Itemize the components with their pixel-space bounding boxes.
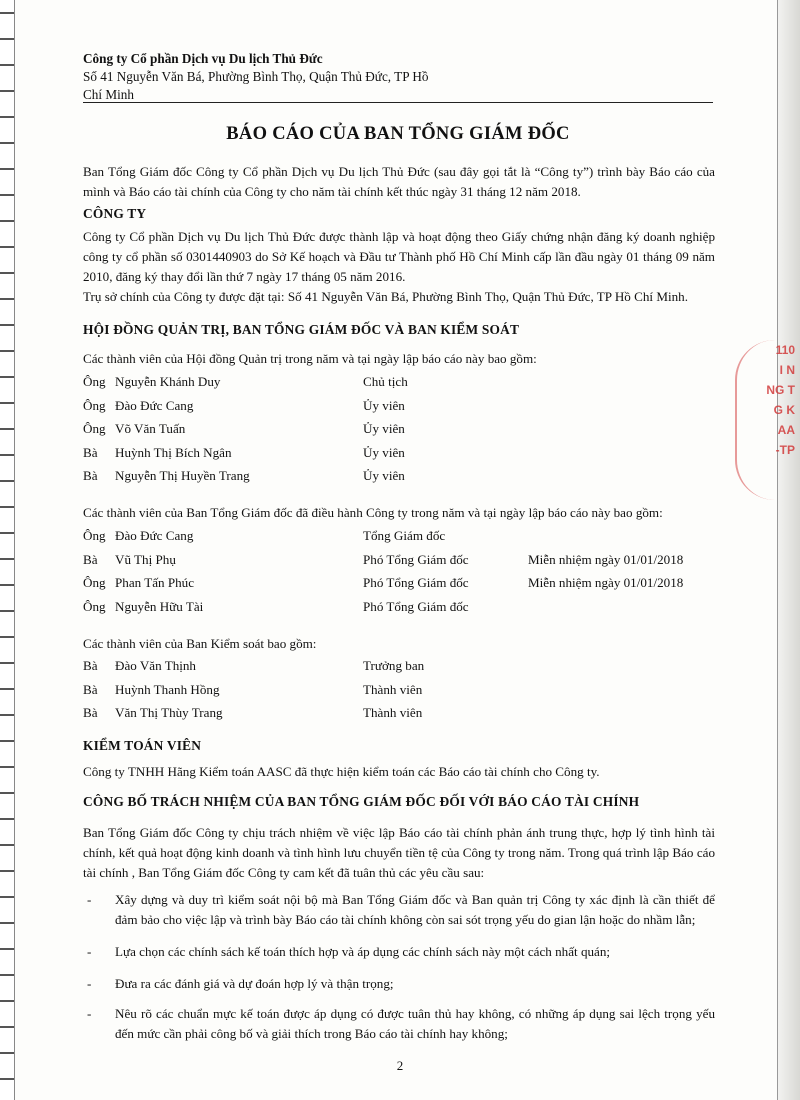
bullet-text: Xây dựng và duy trì kiểm soát nội bộ mà Ban Tổng Giám đốc và Ban quản trị Công ty xác định là cần thiết để đảm bảo cho việc lập và trình bày Báo cáo tài chính không còn sai sót trọng yếu do gian lận hoặc do nhầm lẫn; bbox=[115, 892, 715, 927]
document-header bbox=[83, 50, 713, 104]
stamp-ring bbox=[735, 340, 797, 500]
member-title: Ông bbox=[83, 598, 106, 614]
stamp-line: I N bbox=[779, 363, 795, 377]
member-name: Đào Văn Thịnh bbox=[115, 658, 196, 673]
spiral-binding bbox=[0, 0, 15, 1100]
list-item bbox=[83, 682, 723, 706]
member-role: Phó Tổng Giám đốc bbox=[363, 551, 469, 567]
bullet-mark: - bbox=[87, 944, 92, 959]
bullet-text: Đưa ra các đánh giá và dự đoán hợp lý và thận trọng; bbox=[115, 976, 394, 991]
intro-paragraph: Ban Tổng Giám đốc Công ty Cổ phần Dịch vụ Du lịch Thủ Đức (sau đây gọi tắt là “Công ty”) trình bày Báo cáo của mình và Báo cáo tài chính của Công ty cho năm tài chính kết thúc ngày 31 tháng 12 năm 2018. bbox=[83, 164, 715, 199]
management-member-list bbox=[83, 528, 723, 622]
member-note: Miễn nhiệm ngày 01/01/2018 bbox=[528, 575, 684, 590]
red-stamp bbox=[735, 340, 795, 500]
section-heading-auditor: KIỂM TOÁN VIÊN bbox=[83, 738, 202, 753]
member-role: Thành viên bbox=[363, 705, 423, 720]
list-item bbox=[83, 398, 723, 422]
member-role: Ủy viên bbox=[363, 421, 405, 436]
member-title: Bà bbox=[83, 705, 98, 720]
company-paragraph: Công ty Cổ phần Dịch vụ Du lịch Thủ Đức được thành lập và hoạt động theo Giấy chứng nhận đăng ký doanh nghiệp công ty cổ phần số 0301440903 do Sở Kế hoạch và Đầu tư Thành phố Hồ Chí Minh cấp lần đầu ngày 01 tháng 09 năm 2010, đăng ký thay đổi lần thứ 7 ngày 17 tháng 05 năm 2016. bbox=[83, 229, 715, 284]
member-role: Phó Tổng Giám đốc bbox=[363, 575, 469, 590]
member-name: Phan Tấn Phúc bbox=[115, 575, 195, 590]
member-note: Miễn nhiệm ngày 01/01/2018 bbox=[528, 551, 684, 567]
section-heading-responsibility: CÔNG BỐ TRÁCH NHIỆM CỦA BAN TỔNG GIÁM ĐỐC ĐỐI VỚI BÁO CÁO TÀI CHÍNH bbox=[83, 794, 640, 809]
list-item bbox=[83, 575, 723, 599]
company-address-line2: Chí Minh bbox=[83, 87, 134, 102]
list-item bbox=[83, 974, 715, 994]
section-heading-board: HỘI ĐỒNG QUẢN TRỊ, BAN TỔNG GIÁM ĐỐC VÀ BAN KIỂM SOÁT bbox=[83, 322, 520, 337]
list-item bbox=[83, 421, 723, 445]
bullet-mark: - bbox=[87, 976, 92, 991]
document-title: BÁO CÁO CỦA BAN TỔNG GIÁM ĐỐC bbox=[226, 124, 570, 144]
company-name: Công ty Cổ phần Dịch vụ Du lịch Thủ Đức bbox=[83, 51, 323, 66]
member-role: Ủy viên bbox=[363, 444, 405, 460]
stamp-line: -TP bbox=[775, 443, 795, 457]
member-title: Ông bbox=[83, 528, 106, 543]
list-item bbox=[83, 445, 723, 469]
member-name: Vũ Thị Phụ bbox=[115, 551, 176, 567]
header-divider bbox=[83, 102, 713, 103]
member-name: Võ Văn Tuấn bbox=[115, 421, 186, 436]
responsibility-paragraph: Ban Tổng Giám đốc Công ty chịu trách nhiệm về việc lập Báo cáo tài chính phản ánh trung thực, hợp lý tình hình tài chính, kết quả hoạt động kinh doanh và tình hình lưu chuyển tiền tệ của Công ty trong năm. Trong quá trình lập Báo cáo tài chính , Ban Tổng Giám đốc Công ty cam kết đã tuân thủ các yêu cầu sau: bbox=[83, 825, 715, 880]
responsibility-bullets bbox=[83, 890, 715, 1044]
member-name: Đào Đức Cang bbox=[115, 397, 194, 413]
member-title: Bà bbox=[83, 681, 98, 697]
member-name: Nguyễn Khánh Duy bbox=[115, 374, 221, 389]
list-item bbox=[83, 890, 715, 930]
member-name: Huỳnh Thanh Hồng bbox=[115, 681, 220, 697]
member-name: Nguyễn Hữu Tài bbox=[115, 598, 204, 614]
list-item bbox=[83, 468, 723, 492]
section-heading-company: CÔNG TY bbox=[83, 206, 147, 221]
list-item bbox=[83, 599, 723, 623]
company-address-line1: Số 41 Nguyễn Văn Bá, Phường Bình Thọ, Quận Thủ Đức, TP Hồ bbox=[83, 69, 429, 84]
bullet-mark: - bbox=[87, 1006, 92, 1021]
list-item bbox=[83, 705, 723, 729]
supervisory-intro: Các thành viên của Ban Kiểm soát bao gồm: bbox=[83, 636, 317, 651]
member-role: Thành viên bbox=[363, 681, 423, 697]
stamp-line: AA bbox=[777, 423, 795, 437]
page-number: 2 bbox=[396, 1058, 404, 1073]
list-item bbox=[83, 658, 723, 682]
board-member-list bbox=[83, 374, 723, 492]
member-role: Chủ tịch bbox=[363, 374, 408, 389]
bullet-mark: - bbox=[87, 892, 92, 907]
management-intro: Các thành viên của Ban Tổng Giám đốc đã điều hành Công ty trong năm và tại ngày lập báo cáo này bao gồm: bbox=[83, 505, 663, 520]
list-item bbox=[83, 1004, 715, 1044]
member-name: Văn Thị Thùy Trang bbox=[115, 705, 223, 720]
bullet-text: Nêu rõ các chuẩn mực kế toán được áp dụng có được tuân thủ hay không, có những áp dụng sai lệch trọng yếu đến mức cần phải công bố và giải thích trong Báo cáo tài chính hay không; bbox=[115, 1006, 715, 1041]
stamp-line: NG T bbox=[766, 383, 795, 397]
member-title: Ông bbox=[83, 397, 106, 413]
bullet-text: Lựa chọn các chính sách kế toán thích hợp và áp dụng các chính sách này một cách nhất quán; bbox=[115, 944, 611, 959]
member-title: Bà bbox=[83, 468, 98, 483]
member-role: Tổng Giám đốc bbox=[363, 528, 446, 543]
auditor-paragraph: Công ty TNHH Hãng Kiểm toán AASC đã thực hiện kiểm toán các Báo cáo tài chính cho Công ty. bbox=[83, 764, 600, 779]
member-title: Ông bbox=[83, 575, 106, 590]
member-name: Nguyễn Thị Huyền Trang bbox=[115, 468, 250, 483]
member-role: Ủy viên bbox=[363, 468, 405, 483]
headquarters-paragraph: Trụ sở chính của Công ty được đặt tại: Số 41 Nguyễn Văn Bá, Phường Bình Thọ, Quận Thủ Đức, TP Hồ Chí Minh. bbox=[83, 289, 688, 304]
page-edge bbox=[777, 0, 800, 1100]
supervisory-member-list bbox=[83, 658, 723, 729]
member-title: Bà bbox=[83, 551, 98, 567]
list-item bbox=[83, 942, 715, 962]
member-role: Trưởng ban bbox=[363, 658, 425, 673]
member-role: Ủy viên bbox=[363, 397, 405, 413]
stamp-line: G K bbox=[773, 403, 795, 417]
board-intro: Các thành viên của Hội đồng Quản trị trong năm và tại ngày lập báo cáo này bao gồm: bbox=[83, 351, 537, 366]
member-title: Bà bbox=[83, 658, 98, 673]
member-name: Huỳnh Thị Bích Ngân bbox=[115, 444, 232, 460]
member-title: Ông bbox=[83, 421, 106, 436]
list-item bbox=[83, 374, 723, 398]
member-title: Ông bbox=[83, 374, 106, 389]
list-item bbox=[83, 528, 723, 552]
stamp-line: 110 bbox=[775, 343, 795, 357]
member-title: Bà bbox=[83, 444, 98, 460]
member-role: Phó Tổng Giám đốc bbox=[363, 598, 469, 614]
member-name: Đào Đức Cang bbox=[115, 528, 194, 543]
list-item bbox=[83, 552, 723, 576]
